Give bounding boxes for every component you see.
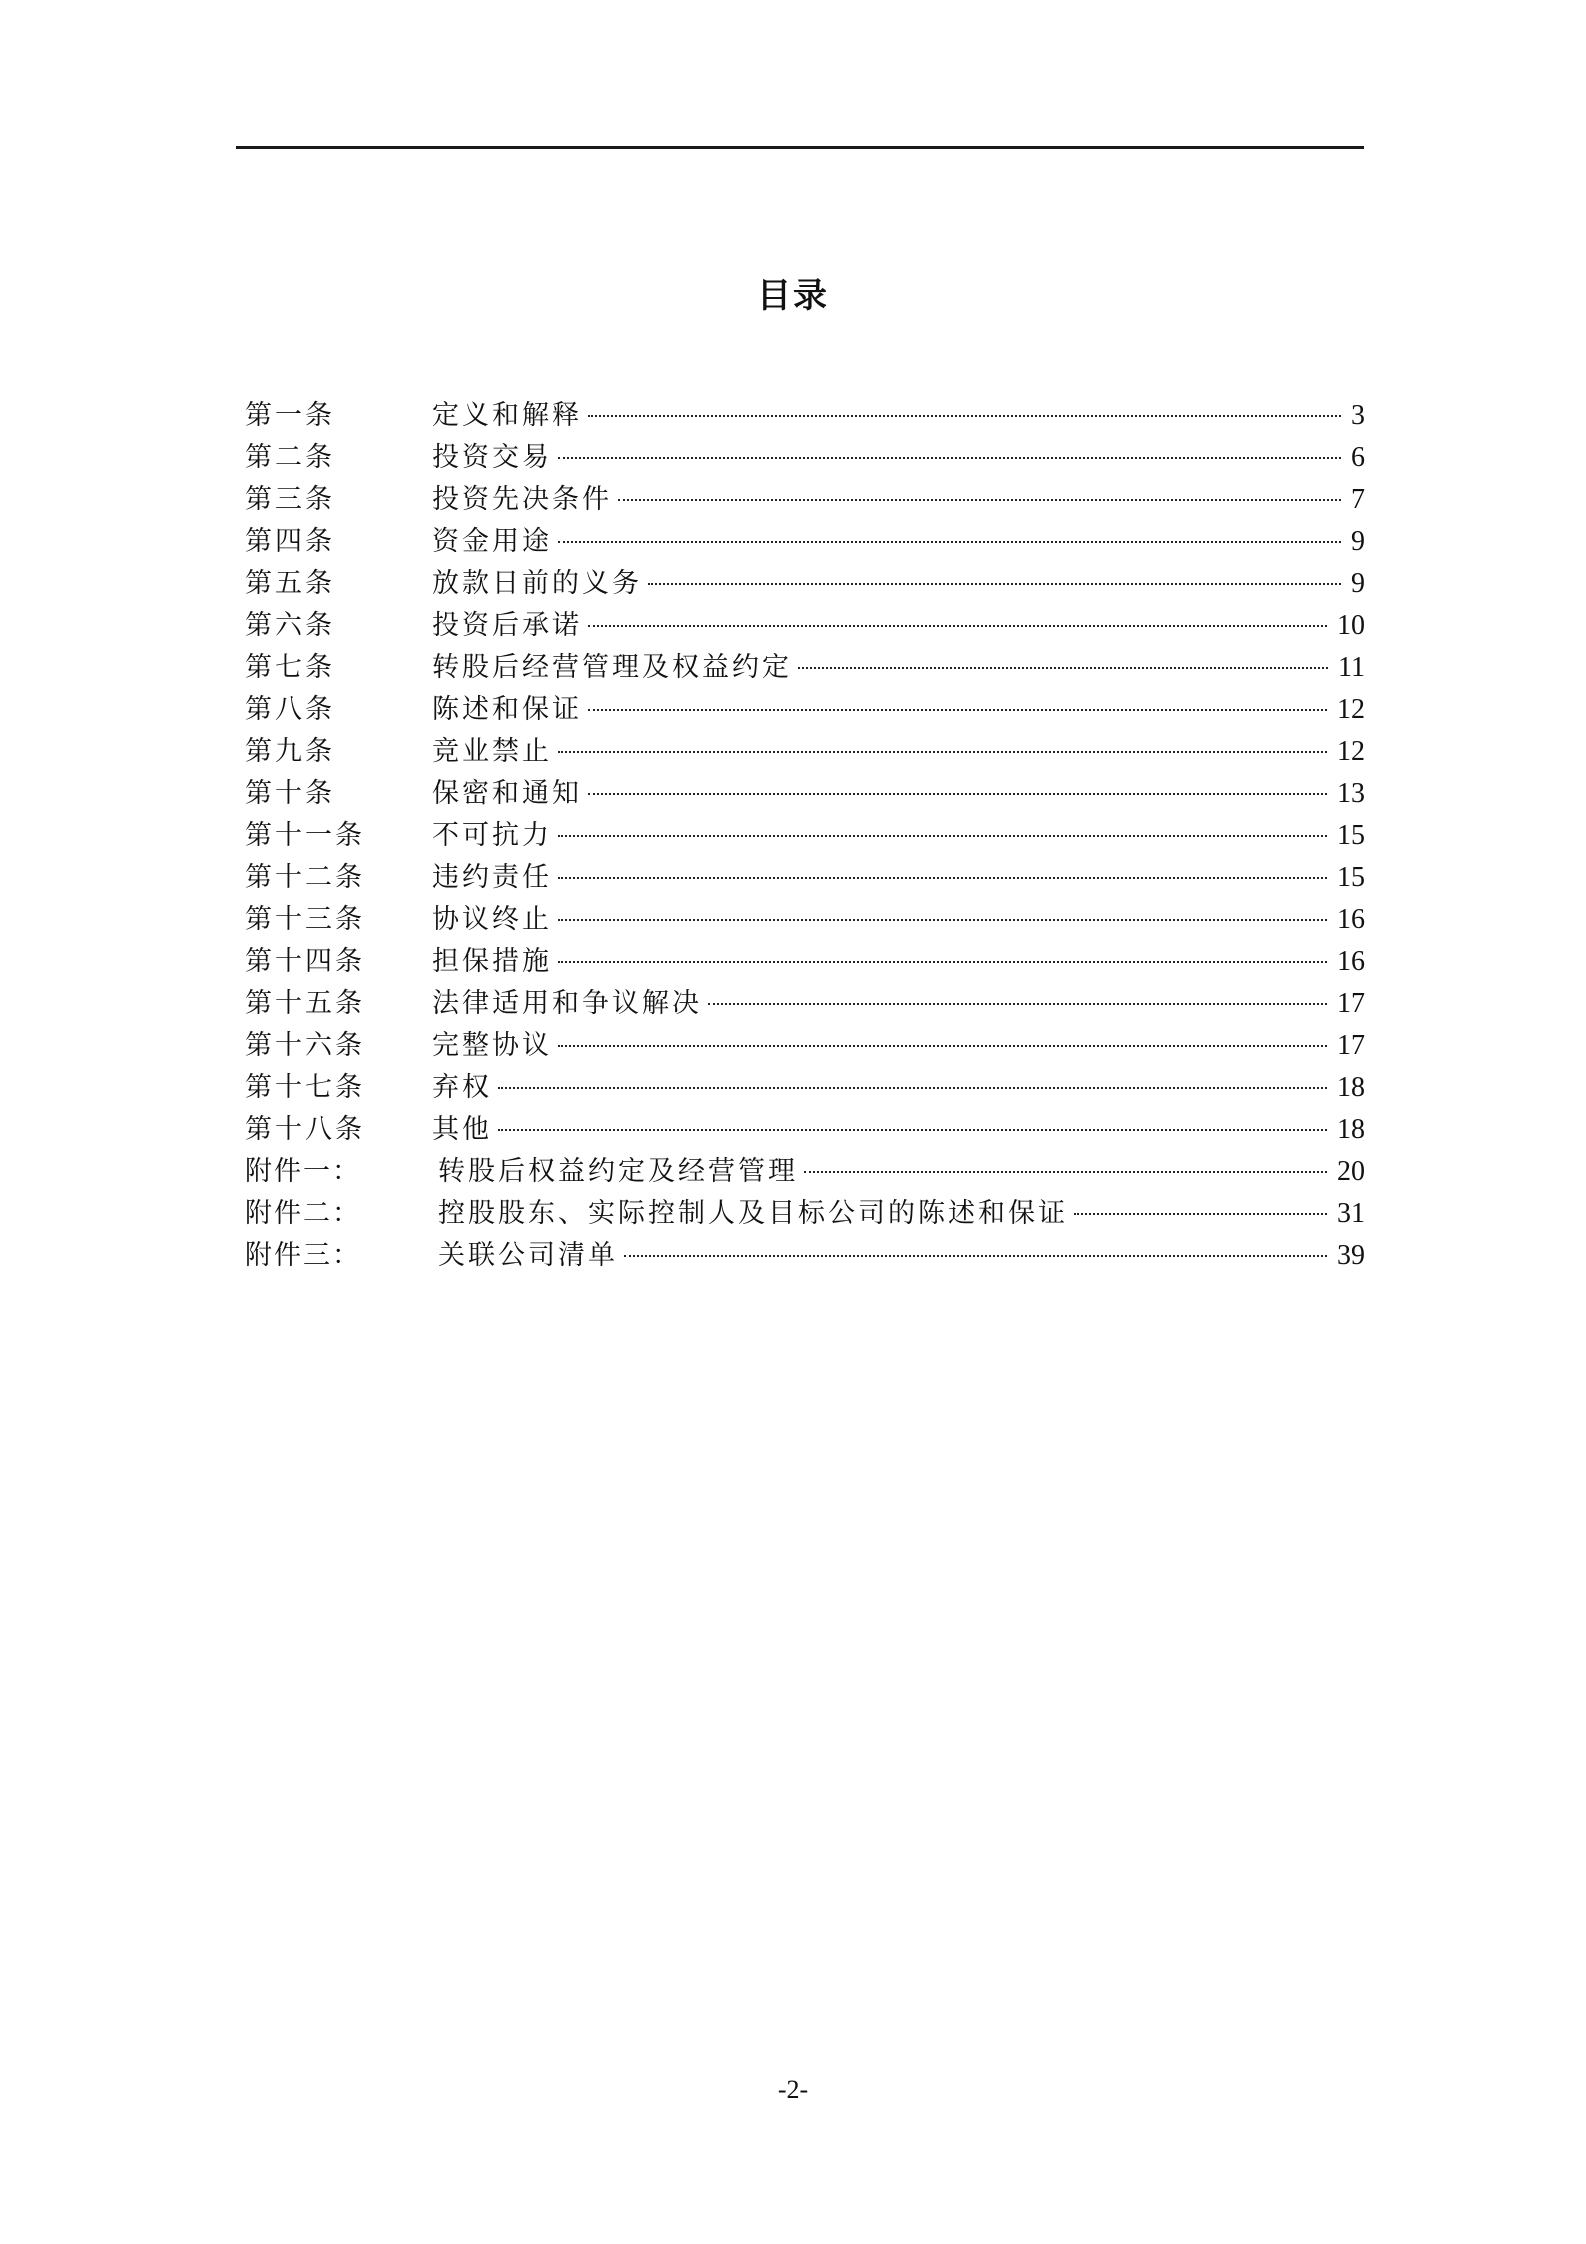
toc-entry[interactable] bbox=[245, 899, 1365, 941]
toc-entry-page: 12 bbox=[1337, 736, 1365, 767]
toc-entry[interactable] bbox=[245, 1193, 1365, 1235]
toc-entry-title: 放款日前的义务 bbox=[432, 568, 642, 599]
toc-entry-title: 竞业禁止 bbox=[432, 736, 552, 767]
toc-entry-number: 第十七条 bbox=[245, 1072, 365, 1103]
toc-entry-page: 17 bbox=[1337, 988, 1365, 1019]
toc-entry-page: 31 bbox=[1337, 1198, 1365, 1229]
toc-entry[interactable] bbox=[245, 983, 1365, 1025]
toc-entry-title: 投资交易 bbox=[432, 442, 552, 473]
toc-entry[interactable] bbox=[245, 689, 1365, 731]
toc-entry[interactable] bbox=[245, 605, 1365, 647]
toc-entry[interactable] bbox=[245, 941, 1365, 983]
toc-dot-leader bbox=[588, 793, 1327, 795]
toc-entry-title: 弃权 bbox=[432, 1072, 492, 1103]
toc-entry-number: 第十六条 bbox=[245, 1030, 365, 1061]
toc-entry-title: 不可抗力 bbox=[432, 820, 552, 851]
toc-entry-title: 陈述和保证 bbox=[432, 694, 582, 725]
toc-entry-title: 投资后承诺 bbox=[432, 610, 582, 641]
table-of-contents bbox=[245, 395, 1365, 1277]
toc-entry-number: 第十一条 bbox=[245, 820, 365, 851]
toc-entry-number: 第四条 bbox=[245, 526, 335, 557]
toc-entry-title: 协议终止 bbox=[432, 904, 552, 935]
toc-entry-page: 39 bbox=[1337, 1240, 1365, 1271]
toc-entry-number: 第一条 bbox=[245, 400, 335, 431]
toc-dot-leader bbox=[498, 1087, 1327, 1089]
toc-entry-number: 第七条 bbox=[245, 652, 335, 683]
toc-dot-leader bbox=[558, 961, 1327, 963]
toc-entry-number: 第五条 bbox=[245, 568, 335, 599]
toc-entry-page: 9 bbox=[1351, 526, 1365, 557]
toc-entry-number: 第三条 bbox=[245, 484, 335, 515]
toc-entry-title: 定义和解释 bbox=[432, 400, 582, 431]
toc-dot-leader bbox=[558, 835, 1327, 837]
toc-dot-leader bbox=[804, 1171, 1327, 1173]
toc-entry[interactable] bbox=[245, 647, 1365, 689]
page-number: -2- bbox=[777, 2075, 809, 2104]
toc-entry[interactable] bbox=[245, 1067, 1365, 1109]
toc-entry-number: 第十条 bbox=[245, 778, 335, 809]
toc-dot-leader bbox=[588, 625, 1327, 627]
toc-entry-page: 16 bbox=[1337, 904, 1365, 935]
toc-entry-page: 9 bbox=[1351, 568, 1365, 599]
toc-entry-number: 第六条 bbox=[245, 610, 335, 641]
toc-entry-page: 16 bbox=[1337, 946, 1365, 977]
toc-dot-leader bbox=[558, 457, 1341, 459]
toc-entry[interactable] bbox=[245, 521, 1365, 563]
toc-entry-page: 15 bbox=[1337, 820, 1365, 851]
toc-entry-number: 第二条 bbox=[245, 442, 335, 473]
toc-dot-leader bbox=[1074, 1213, 1327, 1215]
toc-entry-title: 违约责任 bbox=[432, 862, 552, 893]
toc-dot-leader bbox=[588, 415, 1341, 417]
toc-entry-page: 20 bbox=[1337, 1156, 1365, 1187]
toc-dot-leader bbox=[558, 1045, 1327, 1047]
toc-entry-title: 关联公司清单 bbox=[438, 1240, 618, 1271]
toc-dot-leader bbox=[618, 499, 1341, 501]
toc-entry-number: 附件一： bbox=[245, 1156, 361, 1187]
toc-entry[interactable] bbox=[245, 815, 1365, 857]
toc-entry[interactable] bbox=[245, 479, 1365, 521]
toc-entry[interactable] bbox=[245, 773, 1365, 815]
toc-dot-leader bbox=[558, 541, 1341, 543]
toc-entry-title: 担保措施 bbox=[432, 946, 552, 977]
toc-entry-number: 第十八条 bbox=[245, 1114, 365, 1145]
toc-entry[interactable] bbox=[245, 1025, 1365, 1067]
toc-entry-title: 转股后权益约定及经营管理 bbox=[438, 1156, 798, 1187]
toc-entry[interactable] bbox=[245, 1109, 1365, 1151]
toc-entry-number: 第十二条 bbox=[245, 862, 365, 893]
toc-entry-page: 13 bbox=[1337, 778, 1365, 809]
toc-entry-title: 法律适用和争议解决 bbox=[432, 988, 702, 1019]
toc-entry-page: 6 bbox=[1351, 442, 1365, 473]
toc-dot-leader bbox=[558, 751, 1327, 753]
toc-entry-page: 18 bbox=[1337, 1072, 1365, 1103]
toc-dot-leader bbox=[624, 1255, 1327, 1257]
toc-entry-page: 11 bbox=[1338, 652, 1365, 683]
toc-entry-page: 12 bbox=[1337, 694, 1365, 725]
toc-entry-title: 资金用途 bbox=[432, 526, 552, 557]
toc-entry[interactable] bbox=[245, 563, 1365, 605]
toc-dot-leader bbox=[708, 1003, 1327, 1005]
toc-entry-number: 附件三： bbox=[245, 1240, 361, 1271]
header-rule bbox=[236, 146, 1364, 149]
toc-entry-number: 第十四条 bbox=[245, 946, 365, 977]
toc-entry-number: 第十五条 bbox=[245, 988, 365, 1019]
toc-entry-number: 第十三条 bbox=[245, 904, 365, 935]
toc-dot-leader bbox=[558, 877, 1327, 879]
toc-entry-title: 控股股东、实际控制人及目标公司的陈述和保证 bbox=[438, 1198, 1068, 1229]
toc-entry-title: 其他 bbox=[432, 1114, 492, 1145]
toc-entry[interactable] bbox=[245, 395, 1365, 437]
toc-entry-title: 保密和通知 bbox=[432, 778, 582, 809]
toc-dot-leader bbox=[498, 1129, 1327, 1131]
toc-entry-page: 17 bbox=[1337, 1030, 1365, 1061]
toc-entry[interactable] bbox=[245, 437, 1365, 479]
toc-dot-leader bbox=[648, 583, 1341, 585]
toc-entry[interactable] bbox=[245, 731, 1365, 773]
toc-entry[interactable] bbox=[245, 1235, 1365, 1277]
toc-entry-title: 转股后经营管理及权益约定 bbox=[432, 652, 792, 683]
toc-entry-page: 3 bbox=[1351, 400, 1365, 431]
toc-entry[interactable] bbox=[245, 857, 1365, 899]
toc-dot-leader bbox=[558, 919, 1327, 921]
toc-entry-number: 第八条 bbox=[245, 694, 335, 725]
toc-entry[interactable] bbox=[245, 1151, 1365, 1193]
toc-dot-leader bbox=[798, 667, 1328, 669]
toc-entry-page: 18 bbox=[1337, 1114, 1365, 1145]
toc-entry-title: 投资先决条件 bbox=[432, 484, 612, 515]
toc-entry-number: 第九条 bbox=[245, 736, 335, 767]
toc-entry-title: 完整协议 bbox=[432, 1030, 552, 1061]
toc-entry-page: 7 bbox=[1351, 484, 1365, 515]
toc-title: 目录 bbox=[757, 276, 829, 316]
toc-entry-page: 15 bbox=[1337, 862, 1365, 893]
toc-entry-page: 10 bbox=[1337, 610, 1365, 641]
toc-dot-leader bbox=[588, 709, 1327, 711]
toc-entry-number: 附件二： bbox=[245, 1198, 361, 1229]
